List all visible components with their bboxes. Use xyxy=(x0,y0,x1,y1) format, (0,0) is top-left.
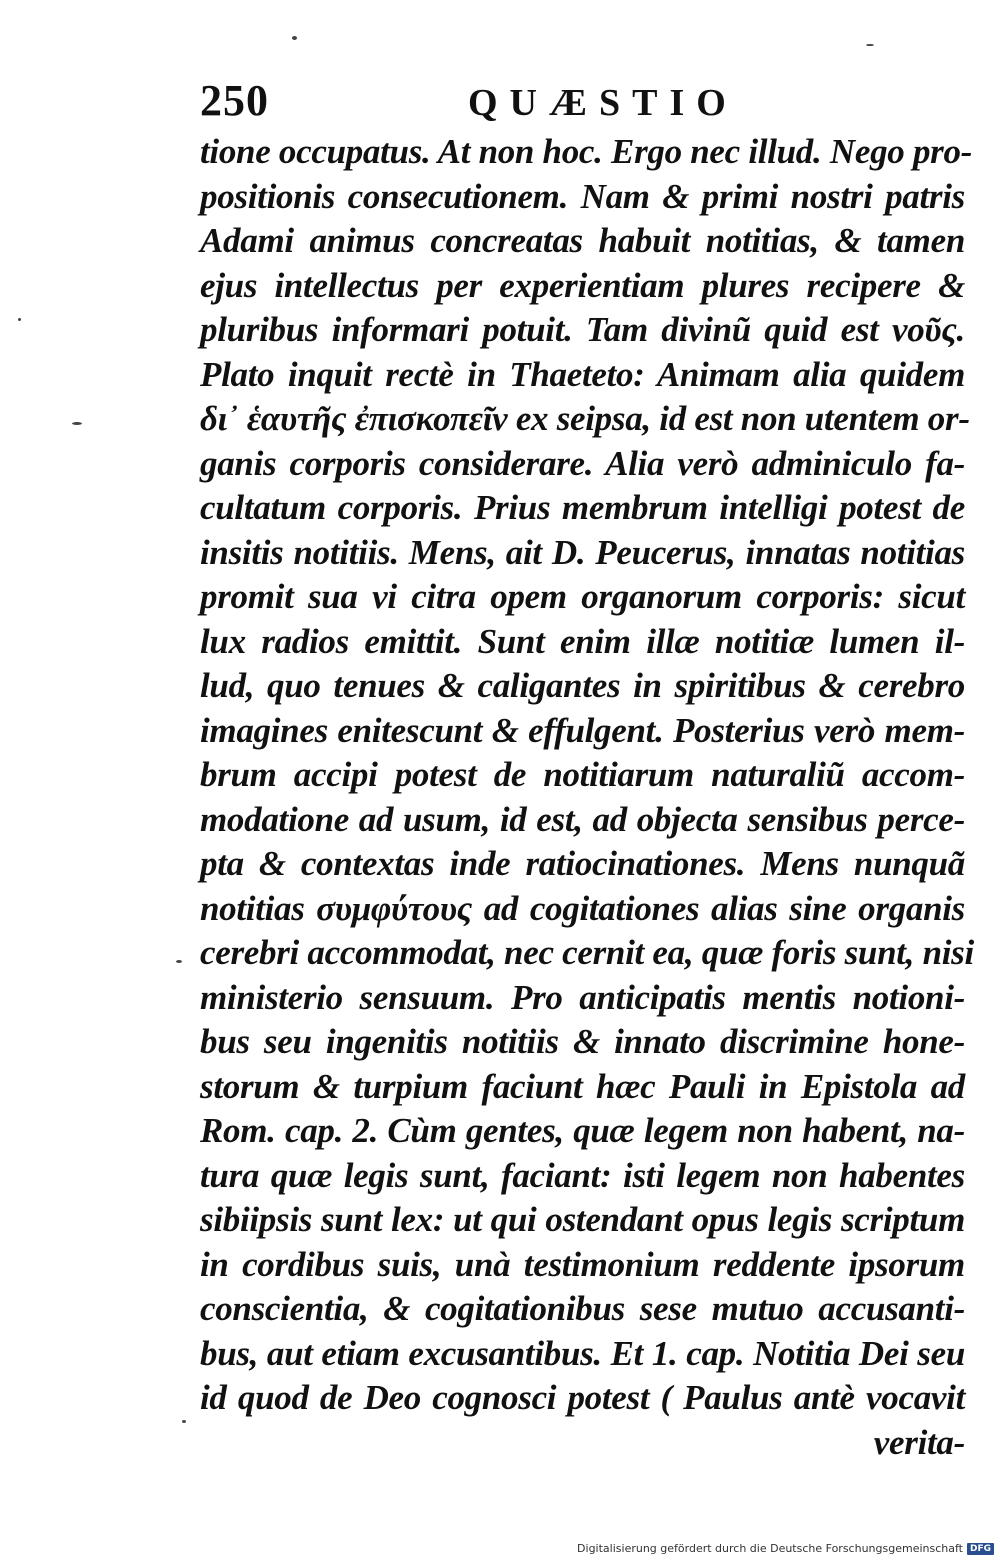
text-line: brum accipi potest de notitiarum naturaliũ accom- xyxy=(200,755,965,794)
text-line: lux radios emittit. Sunt enim illæ notitiæ lumen il- xyxy=(200,621,965,661)
catchword: verita- xyxy=(873,1422,965,1462)
text-line: Plato inquit rectè in Thaeteto: Animam alia quidem xyxy=(200,354,965,394)
text-line: insitis notitiis. Mens, ait D. Peucerus, innatas notitias xyxy=(200,532,965,572)
text-line: conscientia, & cogitationibus sese mutuo accusanti- xyxy=(200,1289,965,1328)
text-line: notitias συμφύτους ad cogitationes alias sine organis xyxy=(200,888,965,928)
text-line: tura quæ legis sunt, faciant: isti legem non habentes xyxy=(200,1155,965,1195)
body-text xyxy=(200,130,974,1465)
running-head xyxy=(200,76,960,126)
text-line: id quod de Deo cognosci potest ( Paulus antè vocavit xyxy=(200,1378,965,1417)
text-line: cultatum corporis. Prius membrum intelligi potest de xyxy=(200,488,965,527)
digitization-credit xyxy=(577,1542,994,1555)
text-line: storum & turpium faciunt hæc Pauli in Epistola ad xyxy=(200,1066,965,1106)
text-line: ganis corporis considerare. Alia verò adminiculo fa- xyxy=(200,443,965,483)
text-line: in cordibus suis, unà testimonium reddente ipsorum xyxy=(200,1244,965,1284)
text-line: tione occupatus. At non hoc. Ergo nec illud. Nego pro- xyxy=(200,132,973,171)
text-line: ejus intellectus per experientiam plures recipere & xyxy=(200,265,965,305)
text-line: Adami animus concreatas habuit notitias, & tamen xyxy=(200,221,965,260)
page-number: 250 xyxy=(200,76,269,125)
text-line: Rom. cap. 2. Cùm gentes, quæ legem non habent, na- xyxy=(200,1111,965,1150)
scan-speck xyxy=(866,44,874,46)
text-line: sibiipsis sunt lex: ut qui ostendant opus legis scriptum xyxy=(200,1200,965,1239)
text-line: bus seu ingenitis notitiis & innato discrimine hone- xyxy=(200,1022,965,1061)
text-line: δι᾽ ἑαυτῆς ἐπισκοπεῖν ex seipsa, id est non utentem or- xyxy=(200,399,970,438)
credit-text: Digitalisierung gefördert durch die Deutsche Forschungsgemeinschaft xyxy=(577,1542,963,1555)
text-line: promit sua vi citra opem organorum corporis: sicut xyxy=(200,577,965,616)
text-line: positionis consecutionem. Nam & primi nostri patris xyxy=(200,176,965,216)
text-line: lud, quo tenues & caligantes in spiritibus & cerebro xyxy=(200,666,965,705)
text-line: imagines enitescunt & effulgent. Posterius verò mem- xyxy=(200,710,965,750)
scan-speck xyxy=(182,1420,186,1423)
text-line: ministerio sensuum. Pro anticipatis mentis notioni- xyxy=(200,977,965,1017)
text-line: cerebri accommodat, nec cernit ea, quæ foris sunt, nisi xyxy=(200,933,974,972)
text-line: modatione ad usum, id est, ad objecta sensibus perce- xyxy=(200,799,965,839)
text-line: pta & contextas inde ratiocinationes. Mens nunquã xyxy=(200,844,965,883)
dfg-logo: DFG xyxy=(967,1543,994,1555)
text-line: bus, aut etiam excusantibus. Et 1. cap. Notitia Dei seu xyxy=(200,1333,965,1373)
text-line: pluribus informari potuit. Tam divinũ quid est νοῦς. xyxy=(200,310,965,349)
scan-speck xyxy=(176,960,182,963)
scan-speck xyxy=(72,422,82,425)
running-title: QUÆSTIO xyxy=(468,82,738,124)
scan-speck xyxy=(18,318,21,321)
scan-speck xyxy=(292,36,297,40)
